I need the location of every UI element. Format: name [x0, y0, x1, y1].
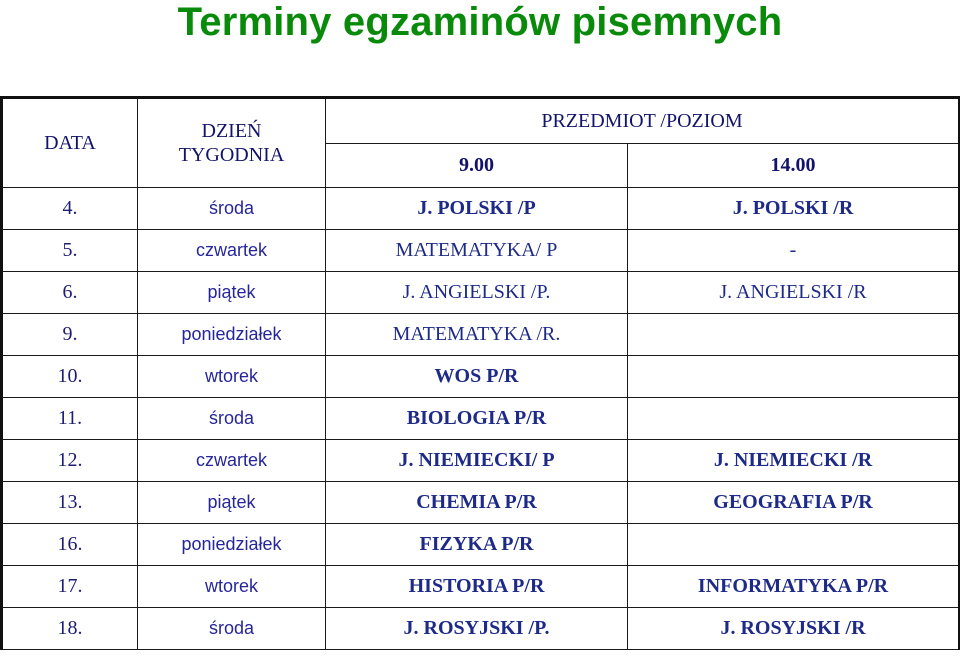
header-day-line1: DZIEŃ	[201, 120, 262, 142]
row-date: 5.	[2, 230, 138, 272]
row-afternoon-exam: J. ROSYJSKI /R	[628, 608, 960, 650]
row-morning-exam: J. POLSKI /P	[326, 188, 628, 230]
row-day: wtorek	[138, 566, 326, 608]
header-time-morning: 9.00	[326, 144, 628, 188]
row-day: wtorek	[138, 356, 326, 398]
table-row	[2, 314, 960, 356]
row-afternoon-exam: J. ANGIELSKI /R	[628, 272, 960, 314]
table-row	[2, 482, 960, 524]
table-row	[2, 440, 960, 482]
table-row	[2, 230, 960, 272]
row-afternoon-exam	[628, 314, 960, 356]
row-day: środa	[138, 188, 326, 230]
header-time-afternoon: 14.00	[628, 144, 960, 188]
row-day: piątek	[138, 482, 326, 524]
row-afternoon-exam: -	[628, 230, 960, 272]
row-afternoon-exam: INFORMATYKA P/R	[628, 566, 960, 608]
table-row	[2, 356, 960, 398]
row-date: 17.	[2, 566, 138, 608]
table-row	[2, 566, 960, 608]
row-morning-exam: J. NIEMIECKI/ P	[326, 440, 628, 482]
table-row	[2, 398, 960, 440]
table-header-row	[2, 98, 960, 144]
row-day: poniedziałek	[138, 524, 326, 566]
row-afternoon-exam: J. POLSKI /R	[628, 188, 960, 230]
header-day	[138, 98, 326, 188]
header-subject-level: PRZEDMIOT /POZIOM	[326, 98, 960, 144]
row-morning-exam: FIZYKA P/R	[326, 524, 628, 566]
row-afternoon-exam: GEOGRAFIA P/R	[628, 482, 960, 524]
row-day: czwartek	[138, 440, 326, 482]
row-morning-exam: J. ROSYJSKI /P.	[326, 608, 628, 650]
row-date: 16.	[2, 524, 138, 566]
row-afternoon-exam	[628, 524, 960, 566]
table-row	[2, 524, 960, 566]
row-afternoon-exam: J. NIEMIECKI /R	[628, 440, 960, 482]
exam-schedule-table	[0, 96, 960, 650]
row-morning-exam: MATEMATYKA/ P	[326, 230, 628, 272]
row-morning-exam: CHEMIA P/R	[326, 482, 628, 524]
row-day: środa	[138, 398, 326, 440]
row-morning-exam: WOS P/R	[326, 356, 628, 398]
row-date: 13.	[2, 482, 138, 524]
table-row	[2, 272, 960, 314]
row-date: 11.	[2, 398, 138, 440]
row-date: 18.	[2, 608, 138, 650]
row-morning-exam: J. ANGIELSKI /P.	[326, 272, 628, 314]
row-date: 12.	[2, 440, 138, 482]
table-row	[2, 608, 960, 650]
row-date: 10.	[2, 356, 138, 398]
header-day-line2: TYGODNIA	[178, 144, 285, 166]
row-afternoon-exam	[628, 398, 960, 440]
row-morning-exam: HISTORIA P/R	[326, 566, 628, 608]
row-date: 9.	[2, 314, 138, 356]
row-day: piątek	[138, 272, 326, 314]
page-title: Terminy egzaminów pisemnych	[177, 0, 783, 44]
table-row	[2, 188, 960, 230]
row-morning-exam: BIOLOGIA P/R	[326, 398, 628, 440]
row-date: 6.	[2, 272, 138, 314]
row-day: środa	[138, 608, 326, 650]
row-day: czwartek	[138, 230, 326, 272]
row-day: poniedziałek	[138, 314, 326, 356]
header-date: DATA	[2, 98, 138, 188]
row-afternoon-exam	[628, 356, 960, 398]
row-date: 4.	[2, 188, 138, 230]
row-morning-exam: MATEMATYKA /R.	[326, 314, 628, 356]
